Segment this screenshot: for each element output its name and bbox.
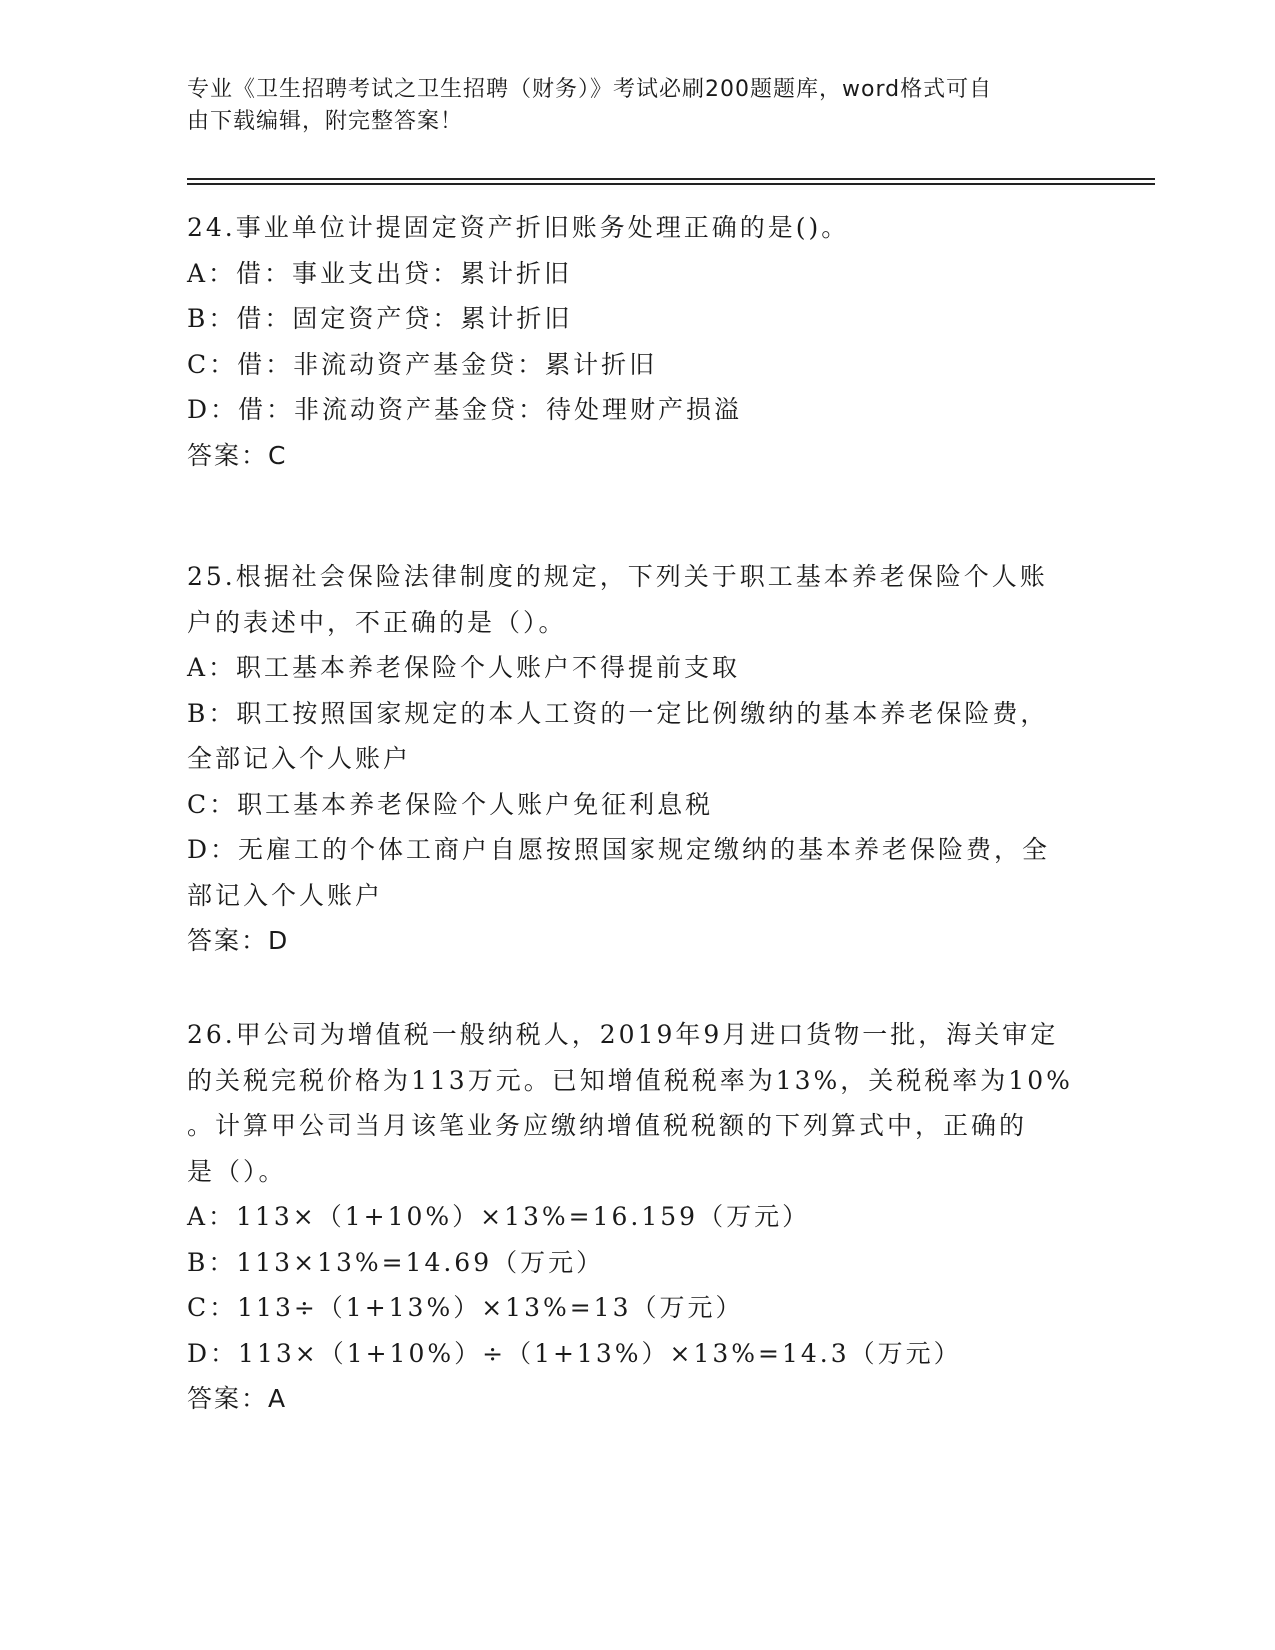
option-b: B：113×13%=14.69（万元） — [187, 1247, 605, 1277]
option-a: A：借：事业支出贷：累计折旧 — [187, 258, 573, 288]
option-b: B：职工按照国家规定的本人工资的一定比例缴纳的基本养老保险费， — [187, 698, 1049, 728]
option-d: D：113×（1+10%）÷（1+13%）×13%=14.3（万元） — [187, 1338, 962, 1368]
option-a: A：113×（1+10%）×13%=16.159（万元） — [187, 1202, 811, 1231]
header-divider — [187, 183, 1155, 185]
option-c: C：113÷（1+13%）×13%=13（万元） — [187, 1293, 744, 1322]
question-26 — [187, 1012, 1087, 1422]
question-24 — [187, 205, 1087, 478]
option-d: D：无雇工的个体工商户自愿按照国家规定缴纳的基本养老保险费，全 — [187, 835, 1051, 864]
question-stem: 户的表述中，不正确的是（）。 — [187, 607, 567, 637]
question-stem: 的关税完税价格为113万元。已知增值税税率为13%，关税税率为10% — [187, 1065, 1073, 1095]
question-25 — [187, 554, 1087, 964]
question-stem: 。计算甲公司当月该笔业务应缴纳增值税税额的下列算式中，正确的 — [187, 1111, 1028, 1140]
question-stem: 26.甲公司为增值税一般纳税人，2019年9月进口货物一批，海关审定 — [187, 1020, 1059, 1049]
document-header — [187, 74, 1067, 138]
answer: 答案：A — [187, 1384, 288, 1413]
option-c: C：职工基本养老保险个人账户免征利息税 — [187, 789, 714, 819]
header-divider — [187, 178, 1155, 180]
option-d: D：借：非流动资产基金贷：待处理财产损溢 — [187, 395, 743, 424]
answer: 答案：D — [187, 926, 290, 955]
option-b: B：借：固定资产贷：累计折旧 — [187, 304, 573, 333]
option-d-continued: 部记入个人账户 — [187, 880, 384, 910]
option-a: A：职工基本养老保险个人账户不得提前支取 — [187, 653, 741, 682]
option-c: C：借：非流动资产基金贷：累计折旧 — [187, 349, 658, 379]
question-stem: 24.事业单位计提固定资产折旧账务处理正确的是()。 — [187, 213, 850, 242]
answer: 答案：C — [187, 440, 288, 470]
question-stem: 是（）。 — [187, 1156, 287, 1186]
header-line: 专业《卫生招聘考试之卫生招聘（财务）》考试必刷200题题库，word格式可自 — [187, 77, 993, 102]
option-b-continued: 全部记入个人账户 — [187, 744, 412, 773]
question-stem: 25.根据社会保险法律制度的规定，下列关于职工基本养老保险个人账 — [187, 562, 1048, 591]
header-line: 由下载编辑，附完整答案！ — [187, 109, 464, 134]
